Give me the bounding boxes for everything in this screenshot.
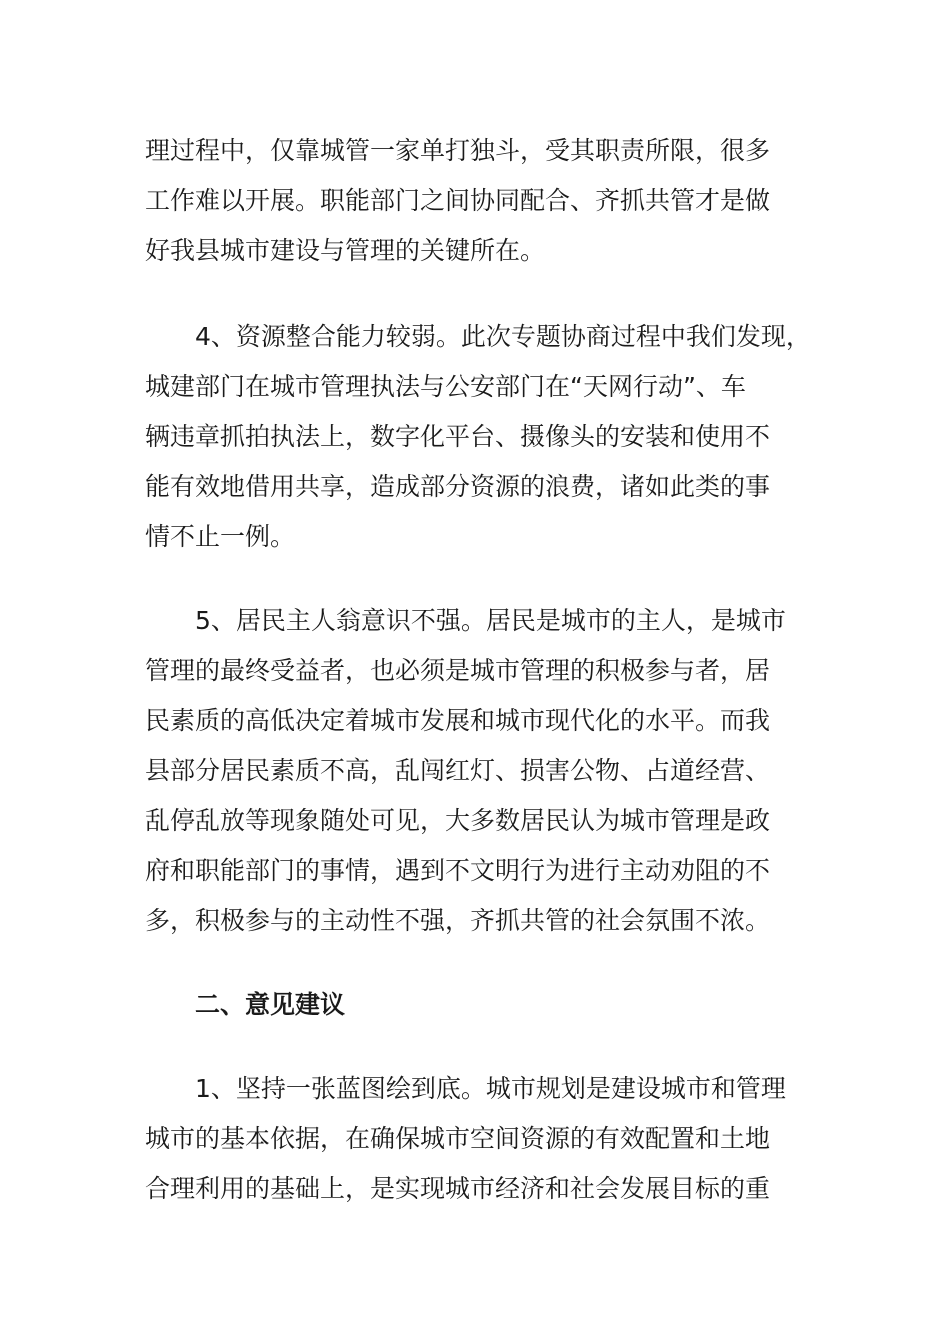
paragraph-item-5 <box>145 596 825 946</box>
paragraph-line: 府和职能部门的事情，遇到不文明行为进行主动劝阻的不 <box>145 856 771 885</box>
paragraph-line: 能有效地借用共享，造成部分资源的浪费，诸如此类的事 <box>145 472 771 501</box>
paragraph-continuation <box>145 126 825 276</box>
paragraph-line: 理过程中，仅靠城管一家单打独斗，受其职责所限，很多 <box>145 136 771 165</box>
paragraph-line: 辆违章抓拍执法上，数字化平台、摄像头的安装和使用不 <box>145 422 771 451</box>
paragraph-line: 管理的最终受益者，也必须是城市管理的积极参与者，居 <box>145 656 771 685</box>
paragraph-line: 情不止一例。 <box>145 522 296 551</box>
paragraph-line: 5、居民主人翁意识不强。居民是城市的主人，是城市 <box>195 606 786 635</box>
paragraph-suggestion-1 <box>145 1064 825 1214</box>
section-heading <box>145 980 825 1030</box>
paragraph-line: 工作难以开展。职能部门之间协同配合、齐抓共管才是做 <box>145 186 771 215</box>
paragraph-line: 县部分居民素质不高，乱闯红灯、损害公物、占道经营、 <box>145 756 771 785</box>
paragraph-line: 城建部门在城市管理执法与公安部门在“天网行动”、车 <box>145 372 746 401</box>
paragraph-line: 多，积极参与的主动性不强，齐抓共管的社会氛围不浓。 <box>145 906 771 935</box>
paragraph-line: 好我县城市建设与管理的关键所在。 <box>145 236 546 265</box>
paragraph-line: 乱停乱放等现象随处可见，大多数居民认为城市管理是政 <box>145 806 771 835</box>
paragraph-line: 民素质的高低决定着城市发展和城市现代化的水平。而我 <box>145 706 771 735</box>
heading-line: 二、意见建议 <box>195 990 346 1019</box>
paragraph-line: 1、坚持一张蓝图绘到底。城市规划是建设城市和管理 <box>195 1074 786 1103</box>
paragraph-line: 4、资源整合能力较弱。此次专题协商过程中我们发现， <box>195 322 811 351</box>
paragraph-line: 城市的基本依据，在确保城市空间资源的有效配置和土地 <box>145 1124 771 1153</box>
paragraph-line: 合理利用的基础上，是实现城市经济和社会发展目标的重 <box>145 1174 771 1203</box>
paragraph-item-4 <box>145 312 825 562</box>
